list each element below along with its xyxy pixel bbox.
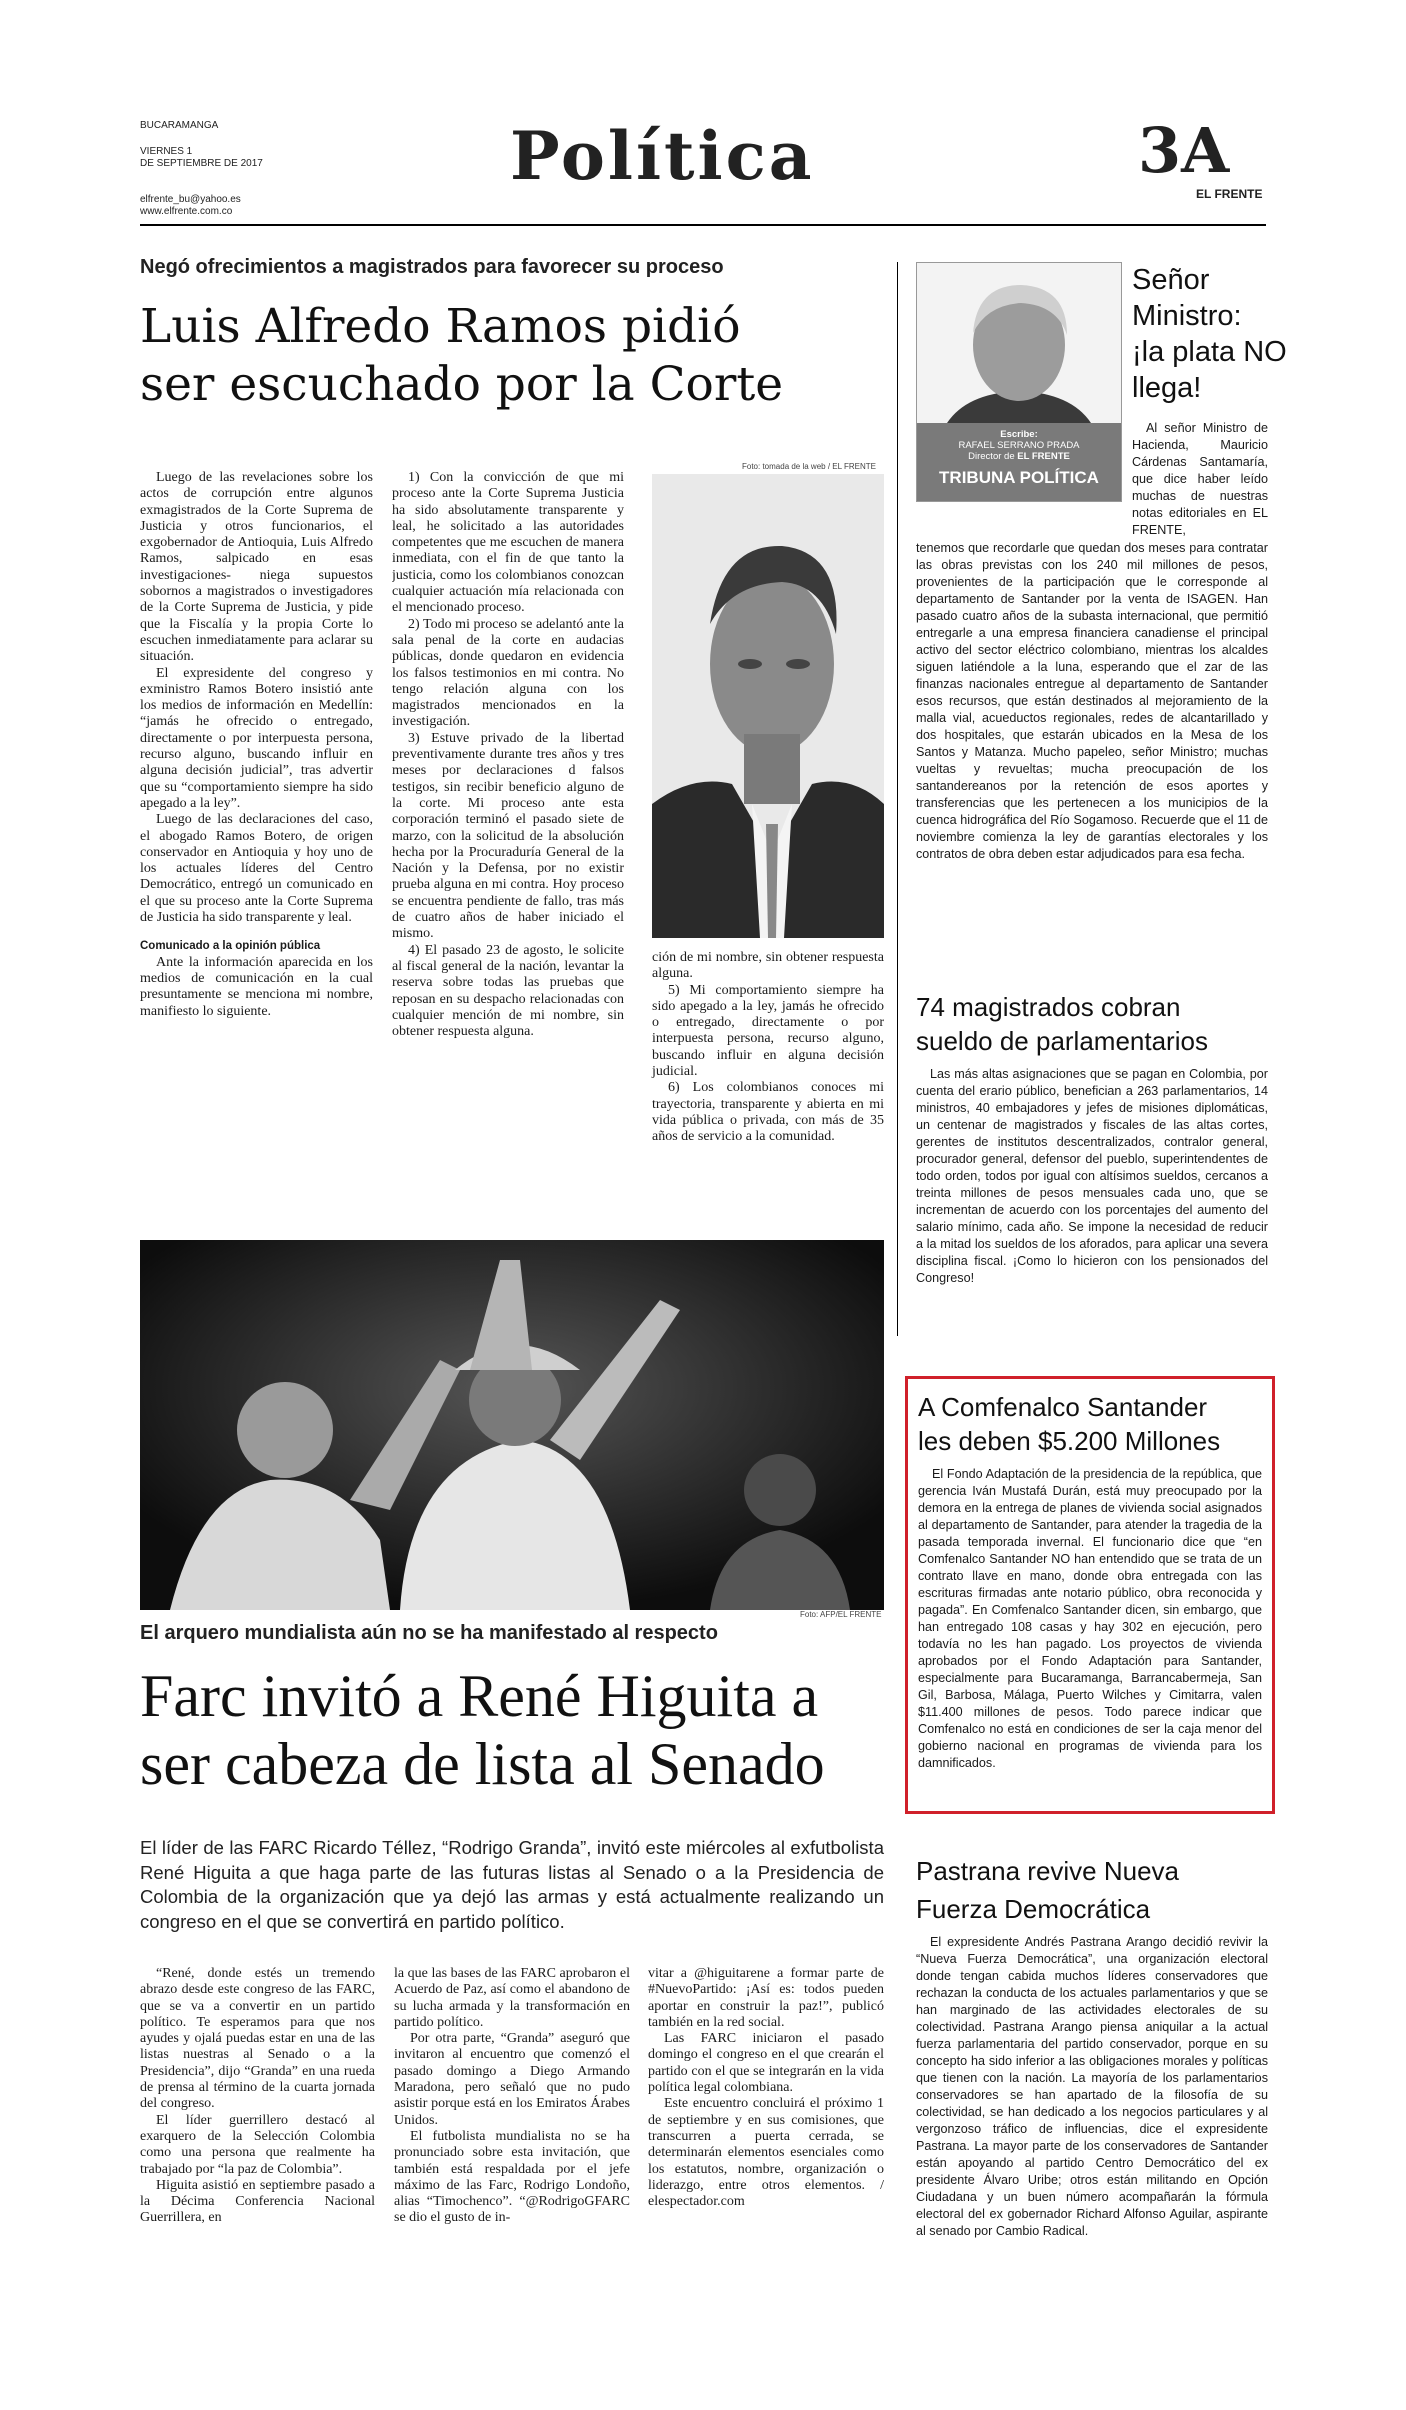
- brief3-title-line1: Pastrana revive Nueva: [916, 1856, 1180, 1886]
- paper-name: EL FRENTE: [1196, 187, 1263, 201]
- story2-headline-line1: Farc invitó a René Higuita a: [140, 1663, 819, 1729]
- brief1-title-line1: 74 magistrados cobran: [916, 992, 1181, 1022]
- columnist-role: Director de: [968, 451, 1015, 462]
- paragraph: El expresidente del congreso y exministro Ramos Botero insistió ante los medios de información en Medellín: “jamás he ofrecido o entregado, directamente o por interpuesta persona, recurso alguno, buscando influir en alguna decisión judicial”, tras advertir que su “comportamiento siempre ha sido apegado a la ley”.: [140, 665, 373, 811]
- brief1-body: [916, 1066, 1268, 1287]
- story2-kicker: El arquero mundialista aún no se ha manifestado al respecto: [140, 1622, 718, 1644]
- story1-headline-line1: Luis Alfredo Ramos pidió: [140, 299, 741, 354]
- brief2-title: [918, 1390, 1268, 1458]
- masthead-city: BUCARAMANGA: [140, 120, 219, 131]
- brief2-title-line1: A Comfenalco Santander: [918, 1392, 1208, 1422]
- paragraph: “René, donde estés un tremendo abrazo desde este congreso de las FARC, que se va a convertir en un partido político. Te esperamos para que nos ayudes y ojalá puedas estar en una de las listas nuestras al Senado o a la Presidencia”, dijo “Granda” en una rueda de prensa al término de la cuarta jornada del congreso.: [140, 1966, 375, 2112]
- masthead-date: DE SEPTIEMBRE DE 2017: [140, 158, 263, 169]
- paragraph: Las más altas asignaciones que se pagan en Colombia, por cuenta del erario público, benefician a 263 parlamentarios, 14 ministros, 40 embajadores y jefes de misiones diplomáticas, un centenar de magistrados y fiscales de las altas cortes, gerentes de institutos descentralizados, contralor general, procurador general, defensor del pueblo, superintendentes de todo orden, todos por igual con altísimos sueldos, cercanos a treinta millones de pesos mensuales cada uno, que se incrementan de acuerdo con los porcentajes del aumento del salario mínimo, cada año. Se impone la necesidad de reducir a la mitad los sueldos de los aforados, para aplicar una severa disciplina fiscal. ¡Como lo hicieron con los pensionados del Congreso!: [916, 1067, 1268, 1285]
- story2-photo: [140, 1240, 884, 1610]
- paragraph: 1) Con la convicción de que mi proceso ante la Corte Suprema Justicia ha sido absolutamente transparente y leal, he solicitado a las autoridades competentes que me escuchen de manera inmediata, con el fin de que tanto la justicia, como los colombianos conozcan cualquier actuación mía relacionada con el mencionado proceso.: [392, 470, 624, 616]
- columnist-caption: [917, 423, 1121, 501]
- paragraph: vitar a @higuitarene a formar parte de #NuevoPartido: ¡Así es: todos pueden aportar en construir la paz!”, publicó también en la red social.: [648, 1966, 884, 2030]
- portrait-illustration: [652, 474, 884, 938]
- paragraph: 5) Mi comportamiento siempre ha sido apegado a la ley, jamás he ofrecido o entregado, directamente o por interpuesta persona, recurso alguno, buscando influir en alguna decisión judicial.: [652, 982, 884, 1080]
- paragraph: Higuita asistió en septiembre pasado a la Décima Conferencia Nacional Guerrillera, en: [140, 2177, 375, 2226]
- paragraph: Luego de las revelaciones sobre los actos de corrupción entre algunos exmagistrados de la Corte Suprema de Justicia y otros funcionarios, el exgobernador de Antioquia, Luis Alfredo Ramos, salpicado en esas investigaciones- niega supuestos sobornos a magistrados o investigadores de la Corte Suprema de Justicia, y pide que la Fiscalía y la propia Corte lo escuchen inmediatamente para aclarar su situación.: [140, 470, 373, 665]
- paragraph: Luego de las declaraciones del caso, el abogado Ramos Botero, de origen conservador en Antioquia y hoy uno de los actuales líderes del Centro Democrático, entregó un comunicado en el que su proceso ante la Corte Suprema de Justicia ha sido transparente y leal.: [140, 812, 373, 926]
- paragraph: Las FARC iniciaron el pasado domingo el congreso en el que crearán el partido con el que se integrarán en la vida política legal colombiana.: [648, 2031, 884, 2096]
- story2-col2: [394, 1966, 630, 2227]
- brief3-title: [916, 1852, 1276, 1928]
- story1-subhead: Comunicado a la opinión pública: [140, 940, 321, 953]
- paragraph: 6) Los colombianos conoces mi trayectoria, transparente y abierta en mi vida pública o privada, con más de 35 años de servicio a la comunidad.: [652, 1080, 884, 1145]
- masthead-web[interactable]: www.elfrente.com.co: [140, 206, 233, 217]
- story1-headline-line2: ser escuchado por la Corte: [140, 357, 784, 412]
- paragraph: la que las bases de las FARC aprobaron el Acuerdo de Paz, así como el abandono de su lucha armada y la transformación en partido político.: [394, 1966, 630, 2030]
- story1-photo-credit: Foto: tomada de la web / EL FRENTE: [742, 462, 876, 471]
- brief1-title-line2: sueldo de parlamentarios: [916, 1026, 1208, 1056]
- column-intro: Al señor Ministro de Hacienda, Mauricio Cárdenas Santamaría, que dice haber leído muchas de nuestras notas editoriales en EL FRENTE,: [1132, 421, 1268, 537]
- story2-photo-credit: Foto: AFP/EL FRENTE: [800, 1610, 882, 1619]
- brief3-body: [916, 1934, 1268, 2240]
- column-title-line3: ¡la plata NO: [1132, 336, 1287, 368]
- column-title: [1132, 262, 1287, 406]
- story2-headline-line2: ser cabeza de lista al Senado: [140, 1731, 825, 1797]
- section-title: Política: [510, 117, 815, 195]
- story2-lead: El líder de las FARC Ricardo Téllez, “Rodrigo Granda”, invitó este miércoles al exfutbolista René Higuita a que haga parte de las futuras listas al Senado o a la Presidencia de Colombia de la organización que ya dejó las armas y está actualmente realizando un congreso en el que se convertirá en partido político.: [140, 1837, 884, 1932]
- story1-col3: [652, 950, 884, 1146]
- columnist-author: RAFAEL SERRANO PRADA: [958, 440, 1080, 451]
- paragraph: Por otra parte, “Granda” aseguró que invitaron al encuentro que comenzó el pasado domingo a Diego Armando Maradona, pero señaló que no pudo asistir porque está en los Emiratos Árabes Unidos.: [394, 2031, 630, 2128]
- columnist-writes: Escribe:: [1000, 429, 1038, 440]
- masthead-rule: [140, 224, 1266, 226]
- brief3-title-line2: Fuerza Democrática: [916, 1894, 1151, 1924]
- brief2-body: [918, 1466, 1262, 1772]
- column-title-line4: llega!: [1132, 372, 1202, 404]
- story2-col1: [140, 1966, 375, 2227]
- brief2-title-line2: les deben $5.200 Millones: [918, 1426, 1221, 1456]
- column-divider: [897, 262, 898, 1336]
- paragraph: El expresidente Andrés Pastrana Arango decidió revivir la “Nueva Fuerza Democrática”, una organización electoral donde tengan cabida muchos líderes conservadores que rechazan la conducta de los actuales parlamentarios y que se han marginado de las actividades electorales de su colectividad. Pastrana Arango piensa aniquilar a la actual fuerza parlamentaria del partido conservador, porque en su concepto ha sido inferior a las obligaciones morales y políticas que tienen con la nación. La mayoría de los parlamentarios conservadores se han apartado de la filosofía de su colectividad, se han dedicado a los negocios particulares y al vergonzoso tráfico de influencias, dice el expresidente Pastrana. La mayor parte de los conservadores de Santander están apoyando al partido Centro Democrático del ex presidente Álvaro Uribe; otros están militando en Opción Ciudadana y un buen número acompañarán la fórmula electoral del ex gobernador Richard Alfonso Aguilar, aspirante al senado por Cambio Radical.: [916, 1935, 1268, 2238]
- paragraph: El líder guerrillero destacó al exarquero de la Selección Colombia como una persona que realmente ha trabajado por “la paz de Colombia”.: [140, 2112, 375, 2177]
- tribuna-politica-badge: TRIBUNA POLÍTICA: [939, 468, 1099, 487]
- paragraph: El futbolista mundialista no se ha pronunciado sobre esta invitación, que también está respaldada por el jefe máximo de las Farc, Rodrigo Londoño, alias “Timochenco”. “@RodrigoGFARC se dio el gusto de in-: [394, 2128, 630, 2226]
- columnist-photo: [917, 263, 1121, 423]
- story1-photo: [652, 474, 884, 938]
- story1-col2: [392, 470, 624, 1160]
- paragraph: Ante la información aparecida en los medios de comunicación en la cual presuntamente se menciona mi nombre, manifiesto lo siguiente.: [140, 954, 373, 1019]
- story1-continued-text: ción de mi nombre, sin obtener respuesta alguna.: [652, 950, 884, 982]
- brief1-title: [916, 990, 1276, 1058]
- rally-illustration: [140, 1240, 884, 1610]
- paragraph: El Fondo Adaptación de la presidencia de la república, que gerencia Iván Mustafá Durán, está muy preocupado por la demora en la entrega de planes de vivienda social asignados al departamento de Santander, para atender la tragedia de la pasada temporada invernal. El funcionario dice que “en Comfenalco Santander NO han entendido que se trata de un contrato llave en mano, donde obra entregada con las escrituras firmadas ante notario público, obra reconocida y pagada”. En Comfenalco Santander dicen, sin embargo, que han entregado 108 casas y hay 302 en ejecución, pero todavía no les han pagado. Los proyectos de vivienda aprobados por el Fondo Adaptación para Santander, especialmente para Bucaramanga, Barrancabermeja, San Gil, Barbosa, Málaga, Puerto Wilches y Cimitarra, valen $11.400 millones de pesos. Todo parece indicar que Comfenalco no está en condiciones de ser la caja menor del gobierno nacional en programas de vivienda para los damnificados.: [918, 1467, 1262, 1770]
- column-body: tenemos que recordarle que quedan dos meses para contratar las obras previstas con los 240 mil millones de pesos, provenientes de la participación que le corresponde al departamento de Santander por la venta de ISAGEN. Han pasado cuatro años de la subasta internacional, que permitió entregarle a una empresa financiera canadiense el principal activo del sector eléctrico colombiano, mientras los alcaldes siguen latiéndole a la luna, esperando que el zar de las finanzas nacionales entregue al departamento de Santander esos recursos, que están destinados al mejoramiento de la malla vial, acueductos regionales, redes de alcantarillado y dos hospitales, que estarán ubicados en la Mesa de los Santos y Matanza. Mucho papeleo, señor Ministro; muchas vueltas y revueltas; mucha preocupación de los santandereanos por la retención de esos aportes y transferencias que les pertenecen a los municipios de la cuenca hidrográfica del Río Sogamoso. Recuerde que el 11 de noviembre comienza la ley de garantías electorales y los contratos de obra deben estar adjudicados para esa fecha.: [916, 541, 1268, 861]
- masthead-email[interactable]: elfrente_bu@yahoo.es: [140, 194, 241, 205]
- column-title-line2: Ministro:: [1132, 300, 1242, 332]
- page-number: 3A: [1138, 114, 1230, 187]
- columnist-role-paper: EL FRENTE: [1017, 451, 1070, 462]
- story2-col3: [648, 1966, 884, 2210]
- paragraph: Este encuentro concluirá el próximo 1 de septiembre y en sus comisiones, que transcurren a puerta cerrada, se determinarán elementos esenciales como los estatutos, nombre, organización o liderazgo, entre otros elementos. / elespectador.com: [648, 2096, 884, 2210]
- story1-kicker: Negó ofrecimientos a magistrados para favorecer su proceso: [140, 256, 724, 278]
- story1-headline: [140, 298, 890, 414]
- paragraph: 4) El pasado 23 de agosto, le solicite al fiscal general de la nación, levantar la reserva sobre todas las pruebas que reposan en su despacho relacionadas con cualquier mención de mi nombre, sin obtener respuesta alguna.: [392, 942, 624, 1040]
- column-title-line1: Señor: [1132, 264, 1210, 296]
- masthead-day: VIERNES 1: [140, 146, 193, 157]
- story2-headline: [140, 1662, 900, 1798]
- paragraph: 2) Todo mi proceso se adelantó ante la sala penal de la corte en audacias públicas, donde quedaron en evidencia los falsos testimonios en mi contra. No tengo relación alguna con los magistrados mencionados en la investigación.: [392, 616, 624, 730]
- paragraph: 3) Estuve privado de la libertad preventivamente durante tres años y tres meses por declaraciones d falsos testigos, sin recibir beneficio alguno de la corte. Mi proceso ante esta corporación terminó el pasado siete de marzo, con la solicitud de la absolución hecha por la Procuraduría General de la Nación y la Defensa, por no existir prueba alguna en mi contra. Hoy proceso se encuentra pendiente de fallo, tras más de cuatro años de haber iniciado el mismo.: [392, 730, 624, 942]
- columnist-box: [916, 262, 1122, 502]
- story1-col1: [140, 470, 373, 1066]
